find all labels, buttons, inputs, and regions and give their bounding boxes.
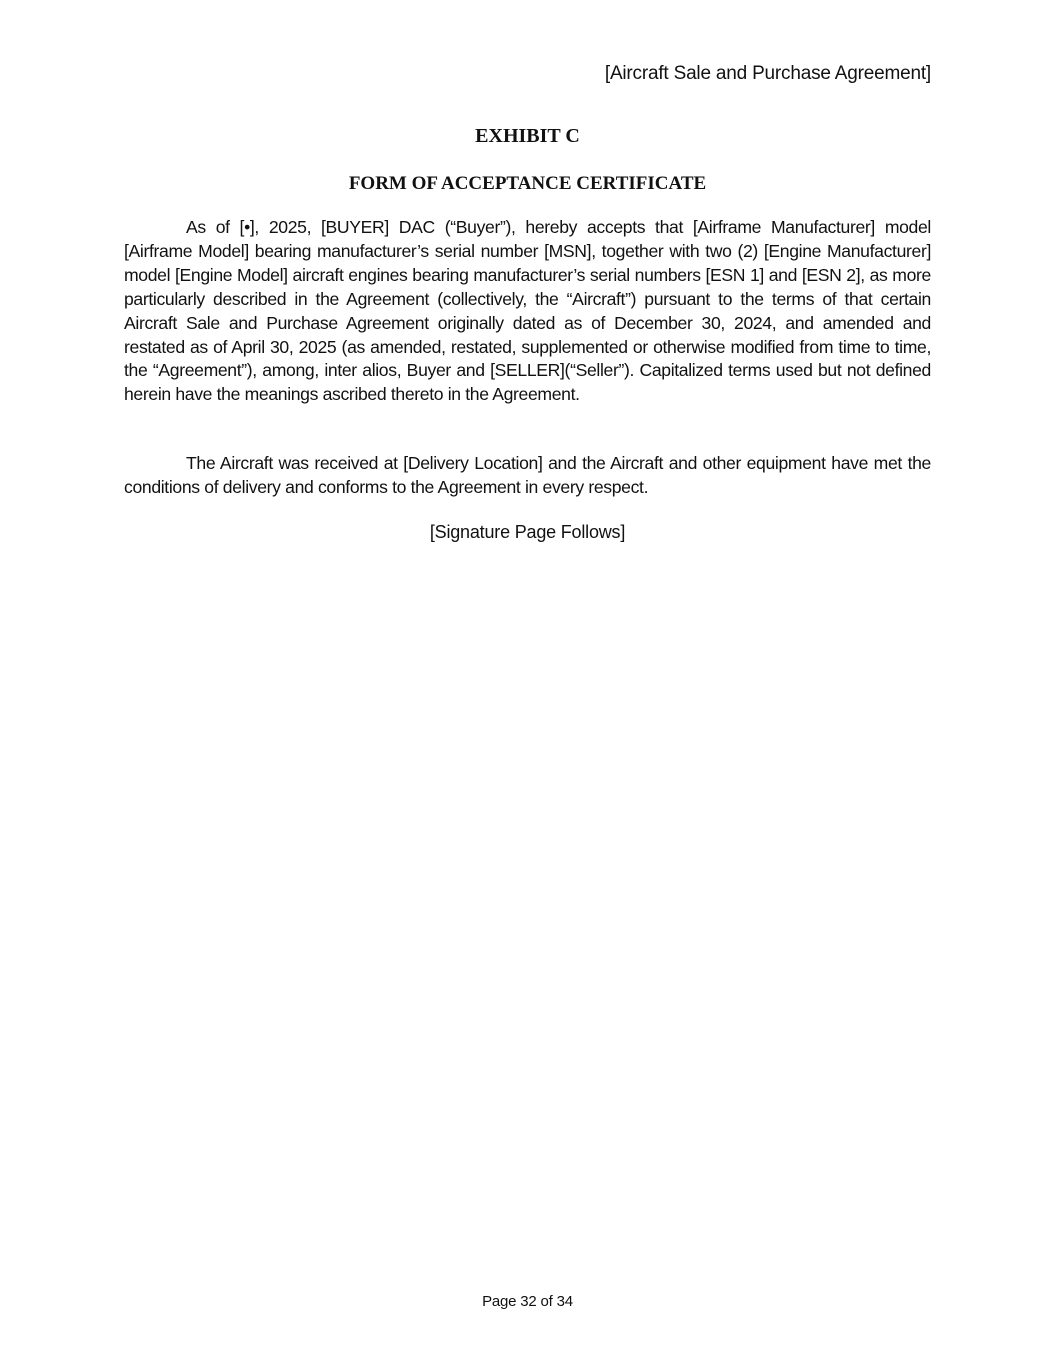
agreement-reference-header: [Aircraft Sale and Purchase Agreement] (604, 63, 931, 84)
delivery-paragraph: The Aircraft was received at [Delivery Location] and the Aircraft and other equipment have met the conditions of delivery and conforms to the Agreement in every respect. (124, 453, 931, 497)
signature-page-note: [Signature Page Follows] (429, 522, 626, 542)
exhibit-title: EXHIBIT C (475, 125, 580, 147)
certificate-title: FORM OF ACCEPTANCE CERTIFICATE (348, 173, 707, 194)
page-number-footer: Page 32 of 34 (482, 1293, 573, 1310)
acceptance-paragraph: As of [•], 2025, [BUYER] DAC (“Buyer”), hereby accepts that [Airframe Manufacturer] model [Airframe Model] bearing manufacturer’s serial number [MSN], together with two (2) [Engine Manufacturer] model [Engine Model] aircraft engines bearing manufacturer’s serial numbers [ESN 1] and [ESN 2], as more particularly described in the Agreement (collectively, the “Aircraft”) pursuant to the terms of that certain Aircraft Sale and Purchase Agreement originally dated as of December 30, 2024, and amended and restated as of April 30, 2025 (as amended, restated, supplemented or otherwise modified from time to time, the “Agreement”), among, inter alios, Buyer and [SELLER](“Seller”). Capitalized terms used but not defined herein have the meanings ascribed thereto in the Agreement. (124, 217, 931, 405)
